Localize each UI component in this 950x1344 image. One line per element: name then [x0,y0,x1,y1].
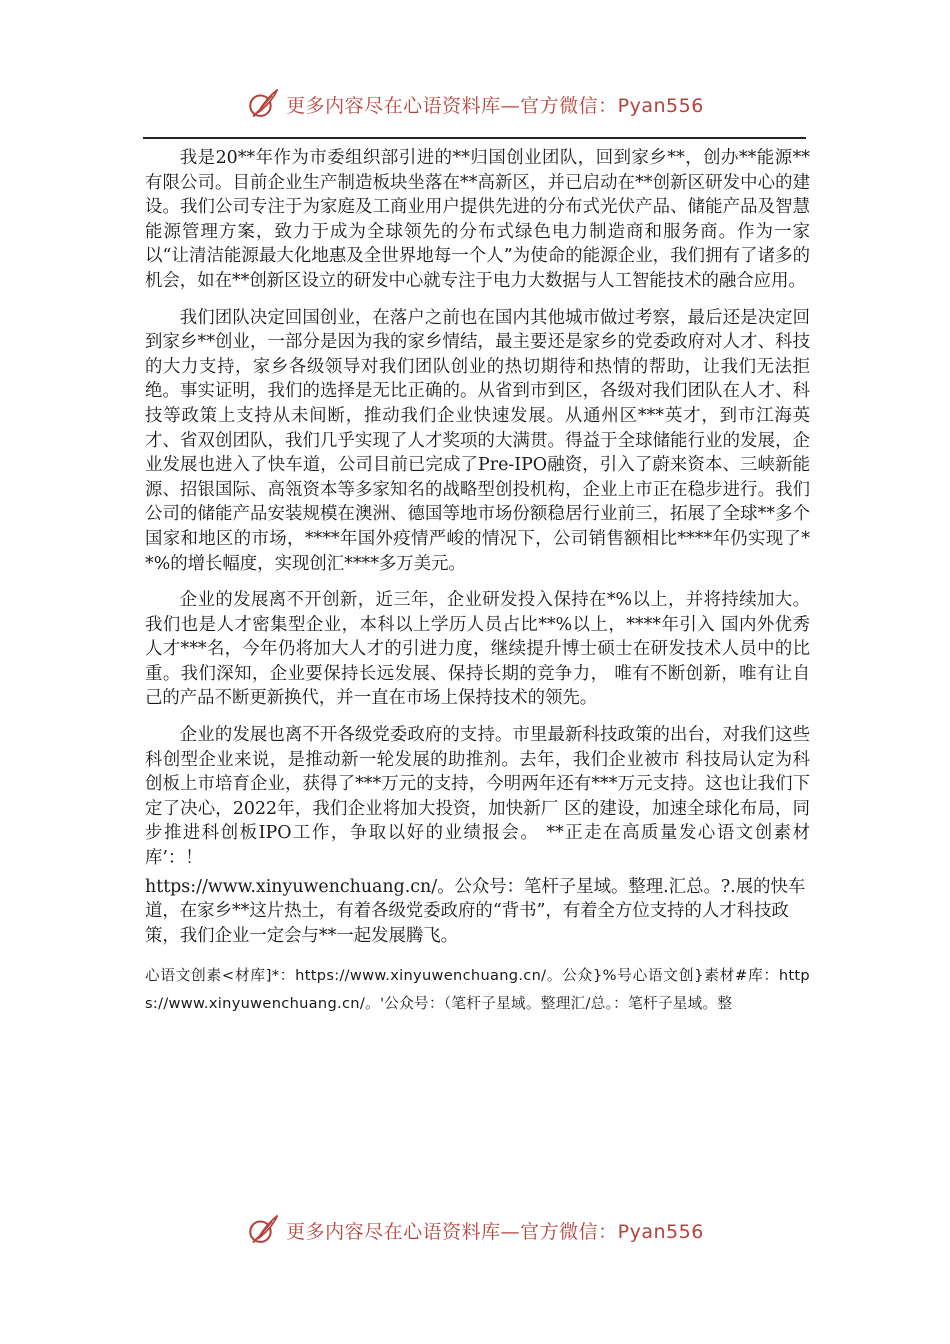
header-wechat-id: Pyan556 [617,94,704,117]
paragraph-3: 企业的发展离不开创新，近三年，企业研发投入保持在*%以上，并将持续加大。我们也是人才密集型企业，本科以上学历人员占比**%以上，****年引入 国内外优秀人才***名，今年仍将加大人才的引进力度，继续提升博士硕士在研发技术人员中的比重。我们深知，企业要保持长远发展、保持长期的竞争力， 唯有不断创新，唯有让自己的产品不断更新换代，并一直在市场上保持技术的领先。 [145,590,810,709]
header-banner [0,84,950,124]
document-body [145,146,810,1018]
header-divider [143,137,806,139]
watermark-text-block: 心语文创素<材库]*：https://www.xinyuwenchuang.cn/。公众}%号心语文创}素材#库：https://www.xinyuwenchuang.cn/。'公众号：（笔杆子星域。整理汇/总。：笔杆子星域。整 [145,967,810,1013]
paragraph-continuation: https://www.xinyuwenchuang.cn/。公众号：笔杆子星域。整理.汇总。?.展的快车道，在家乡**这片热土，有着各级党委政府的“背书”，有着全方位支持的人才科技政策，我们企业一定会与**一起发展腾飞。 [145,876,806,946]
footer-wechat-id: Pyan556 [617,1220,704,1243]
feather-quill-logo-icon [246,1213,280,1247]
footer-banner [0,1210,950,1250]
footer-banner-text: 更多内容尽在心语资料库—官方微信：Pyan556 [286,1220,704,1243]
paragraph-4: 企业的发展也离不开各级党委政府的支持。市里最新科技政策的出台，对我们这些科创型企业来说，是推动新一轮发展的助推剂。去年，我们企业被市 科技局认定为科创板上市培育企业，获得了***万元的支持，今明两年还有***万元支持。这也让我们下定了决心，2022年，我们企业将加大投资，加快新厂 区的建设，加速全球化布局，同步推进科创板IPO工作，争取以好的业绩报会。 **正走在高质量发心语文创素材库’：！ [145,725,810,869]
header-banner-text: 更多内容尽在心语资料库—官方微信：Pyan556 [286,94,704,117]
feather-quill-logo-icon [246,87,280,121]
paragraph-2: 我们团队决定回国创业，在落户之前也在国内其他城市做过考察，最后还是决定回到家乡**创业，一部分是因为我的家乡情结，最主要还是家乡的党委政府对人才、科技的大力支持，家乡各级领导对我们团队创业的热切期待和热情的帮助，让我们无法拒绝。事实证明，我们的选择是无比正确的。从省到市到区，各级对我们团队在人才、科技等政策上支持从未间断，推动我们企业快速发展。从通州区***英才，到市江海英才、省双创团队，我们几乎实现了人才奖项的大满贯。得益于全球储能行业的发展，企业发展也进入了快车道，公司目前已完成了Pre-IPO融资，引入了蔚来资本、三峡新能源、招银国际、高瓴资本等多家知名的战略型创投机构，企业上市正在稳步进行。我们公司的储能产品安装规模在澳洲、德国等地市场份额稳居行业前三，拓展了全球**多个国家和地区的市场，****年国外疫情严峻的情况下，公司销售额相比****年仍实现了**%的增长幅度，实现创汇****多万美元。 [145,307,810,574]
paragraph-1: 我是20**年作为市委组织部引进的**归国创业团队，回到家乡**，创办**能源**有限公司。目前企业生产制造板块坐落在**高新区，并已启动在**创新区研发中心的建设。我们公司专注于为家庭及工商业用户提供先进的分布式光伏产品、储能产品及智慧能源管理方案，致力于成为全球领先的分布式绿色电力制造商和服务商。作为一家以“让清洁能源最大化地惠及全世界地每一个人”为使命的能源企业，我们拥有了诸多的机会，如在**创新区设立的研发中心就专注于电力大数据与人工智能技术的融合应用。 [145,148,810,291]
